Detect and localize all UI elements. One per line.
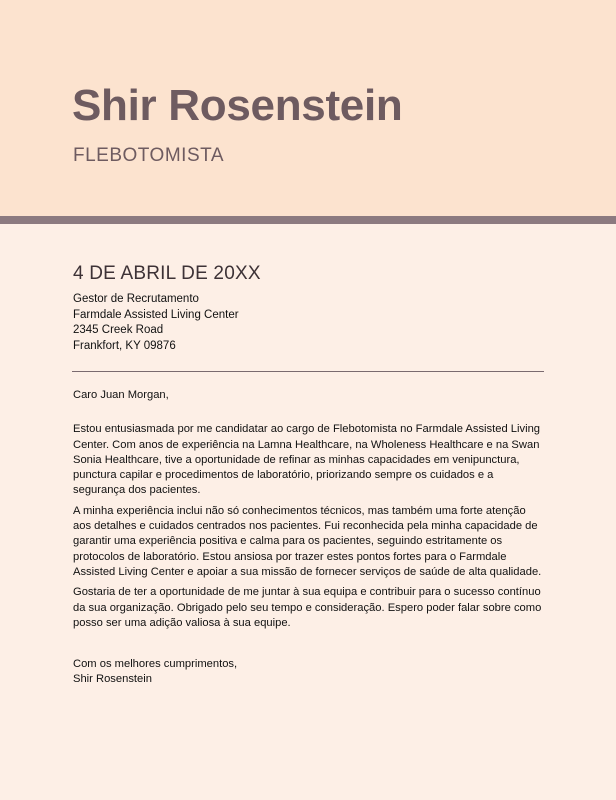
header-banner xyxy=(0,0,616,216)
applicant-job-title: FLEBOTOMISTA xyxy=(73,145,224,166)
recipient-city: Frankfort, KY 09876 xyxy=(73,339,176,352)
section-divider xyxy=(72,371,544,372)
body-paragraph: Gostaria de ter a oportunidade de me juntar à sua equipa e contribuir para o sucesso contínuo da sua organização. Obrigado pelo seu tempo e consideração. Espero poder falar sobre como posso ser uma adição valiosa à sua equipe. xyxy=(73,586,542,629)
recipient-address xyxy=(73,292,239,354)
body-paragraph: A minha experiência inclui não só conhecimentos técnicos, mas também uma forte atenção aos detalhes e cuidados centrados nos pacientes. Fui reconhecida pela minha capacidade de garantir uma experiência positiva e calma para os pacientes, seguindo estritamente os protocolos de laboratório. Estou ansiosa por trazer estes pontos fortes para o Farmdale Assisted Living Center e apoiar a sua missão de fornecer serviços de saúde de alta qualidade. xyxy=(73,504,542,578)
letter-date: 4 DE ABRIL DE 20XX xyxy=(73,263,261,284)
salutation: Caro Juan Morgan, xyxy=(73,389,169,401)
recipient-company: Farmdale Assisted Living Center xyxy=(73,308,239,321)
closing: Com os melhores cumprimentos, xyxy=(73,658,238,671)
header-divider xyxy=(0,216,616,224)
recipient-title: Gestor de Recrutamento xyxy=(73,293,199,305)
applicant-name: Shir Rosenstein xyxy=(72,81,403,130)
body-paragraph: Estou entusiasmada por me candidatar ao cargo de Flebotomista no Farmdale Assisted Living Center. Com anos de experiência na Lamna Healthcare, na Wholeness Healthcare e na Swan Sonia Healthcare, tive a oportunidade de refinar as minhas capacidades em venipunctura, punctura capilar e procedimentos de laboratório, priorizando sempre os cuidados e a segurança dos pacientes. xyxy=(73,423,541,497)
letter-body xyxy=(73,388,545,688)
signature-name: Shir Rosenstein xyxy=(73,673,152,686)
recipient-street: 2345 Creek Road xyxy=(73,324,164,336)
